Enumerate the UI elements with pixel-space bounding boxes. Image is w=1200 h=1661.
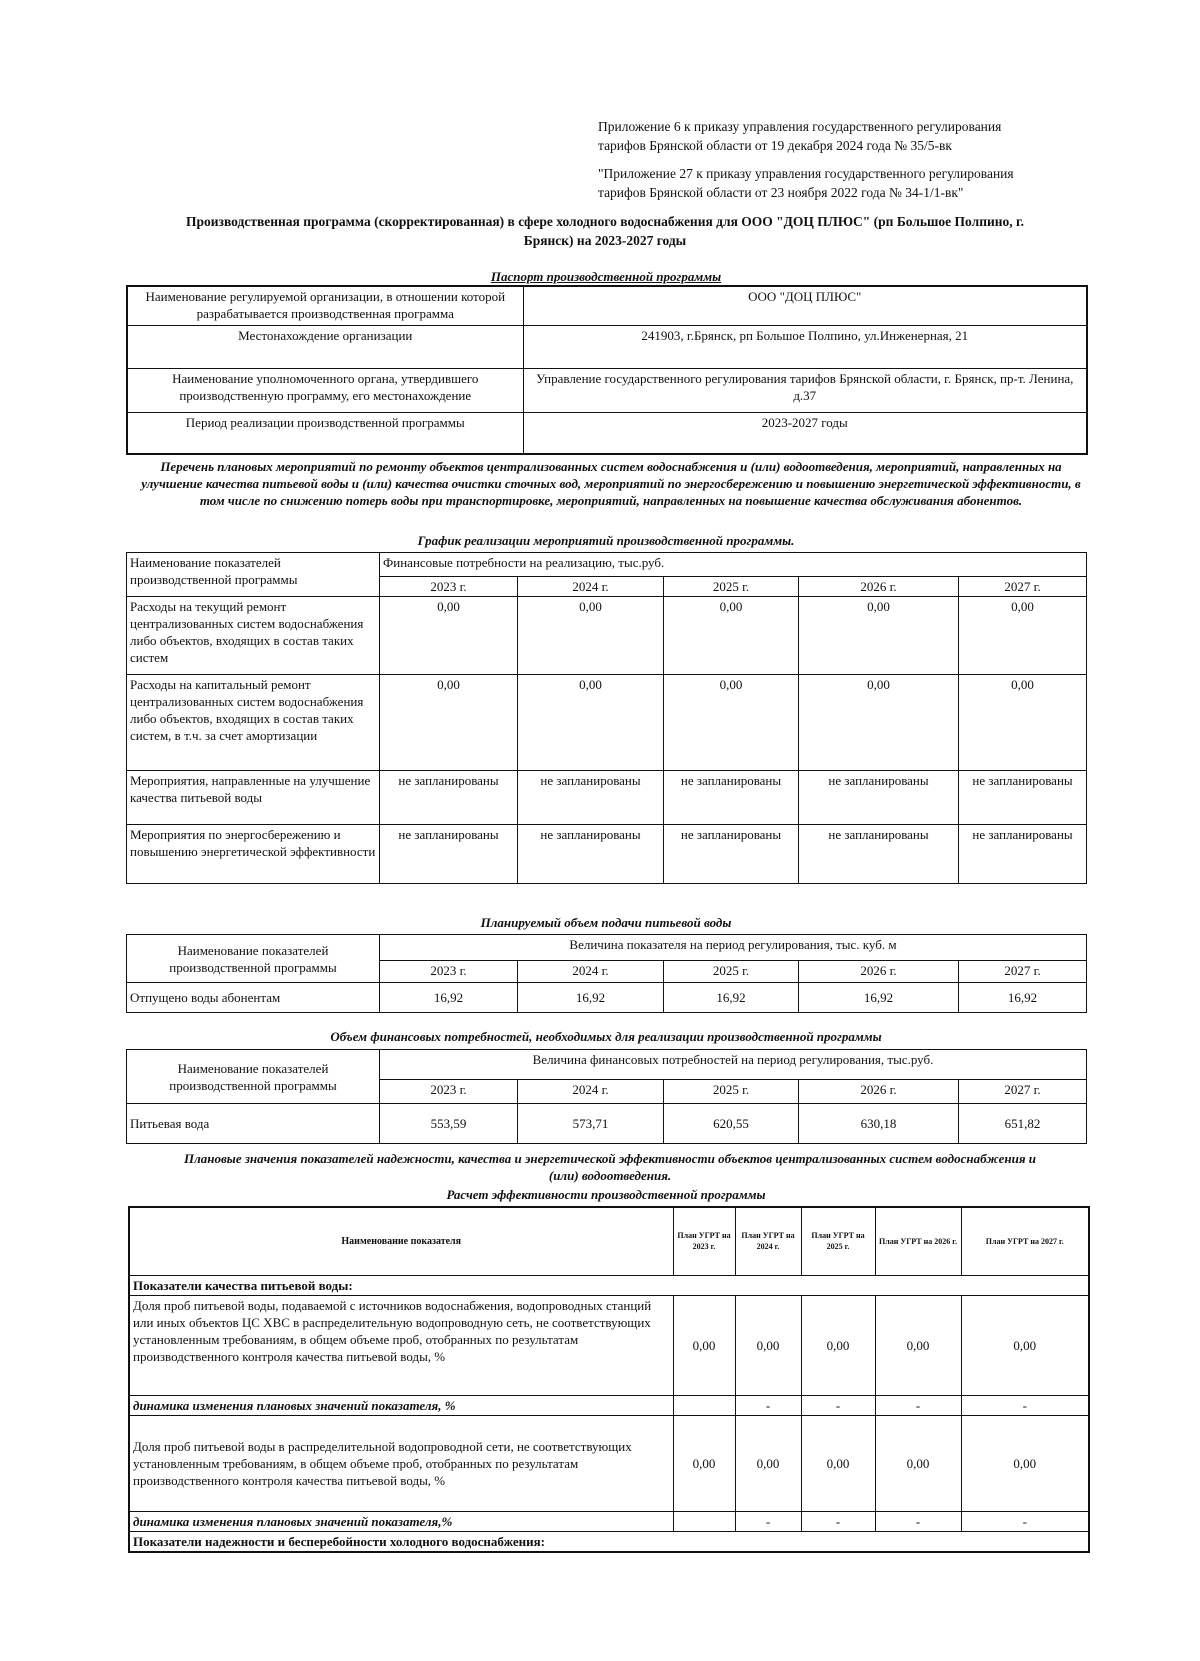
order-reference-2-line-b: тарифов Брянской области от 23 ноября 2022 года № 34-1/1-вк"	[598, 185, 964, 200]
cell-value: 0,00	[875, 1415, 961, 1511]
passport-value: Управление государственного регулирования тарифов Брянской области, г. Брянск, пр-т. Ленина, д.37	[523, 368, 1087, 412]
volume-col-header: Наименование показателей производственной программы	[127, 935, 380, 983]
passport-row	[127, 286, 1087, 325]
passport-label: Местонахождение организации	[127, 325, 523, 368]
cell-value: не запланированы	[518, 771, 664, 825]
cell-value: 0,00	[518, 597, 664, 675]
finance-col-header: Наименование показателей производственной программы	[127, 1050, 380, 1104]
cell-value: не запланированы	[799, 771, 959, 825]
year-header: 2027 г.	[959, 577, 1087, 597]
section-row	[129, 1531, 1089, 1552]
cell-value: -	[875, 1395, 961, 1415]
cell-value: 0,00	[380, 597, 518, 675]
year-header: 2025 г.	[664, 577, 799, 597]
table-row	[127, 825, 1087, 884]
cell-value: 0,00	[518, 675, 664, 771]
passport-caption: Паспорт производственной программы	[490, 269, 722, 284]
cell-value: 0,00	[801, 1415, 875, 1511]
passport-row	[127, 412, 1087, 454]
year-header: 2027 г.	[959, 1080, 1087, 1104]
measures-subcaption: График реализации мероприятий производственной программы.	[417, 533, 795, 548]
row-label: Мероприятия по энергосбережению и повышению энергетической эффективности	[127, 825, 380, 884]
measures-fin-header: Финансовые потребности на реализацию, тыс.руб.	[380, 553, 1087, 577]
year-header: 2027 г.	[959, 961, 1087, 983]
cell-value: 0,00	[961, 1295, 1089, 1395]
efficiency-table	[128, 1206, 1090, 1553]
passport-value: 2023-2027 годы	[523, 412, 1087, 454]
cell-value: 0,00	[875, 1295, 961, 1395]
passport-label: Период реализации производственной программы	[127, 412, 523, 454]
cell-value: 0,00	[961, 1415, 1089, 1511]
cell-value: -	[735, 1395, 801, 1415]
volume-table	[126, 934, 1087, 1013]
cell-value: 16,92	[380, 983, 518, 1013]
plan-header: План УГРТ на 2024 г.	[735, 1207, 801, 1275]
cell-value: не запланированы	[959, 771, 1087, 825]
indicator-label: Доля проб питьевой воды, подаваемой с источников водоснабжения, водопроводных станций или иных объектов ЦС ХВС в распределительную водопроводную сеть, не соответствующих установленным требованиям, в общем объеме проб, отобранных по результатам производственного контроля качества питьевой воды, %	[129, 1295, 673, 1395]
cell-value: 0,00	[735, 1415, 801, 1511]
year-header: 2026 г.	[799, 961, 959, 983]
order-reference-1-line-a: Приложение 6 к приказу управления государственного регулирования	[598, 119, 1002, 134]
passport-table	[126, 285, 1088, 455]
table-row	[129, 1395, 1089, 1415]
row-label: Отпущено воды абонентам	[127, 983, 380, 1013]
cell-value: 0,00	[380, 675, 518, 771]
row-label: Расходы на текущий ремонт централизованных систем водоснабжения либо объектов, входящих в состав таких систем	[127, 597, 380, 675]
measures-table	[126, 552, 1087, 884]
plan-header: План УГРТ на 2023 г.	[673, 1207, 735, 1275]
cell-value: 0,00	[959, 675, 1087, 771]
order-reference-1	[598, 117, 1058, 155]
volume-caption: Планируемый объем подачи питьевой воды	[480, 915, 732, 930]
dynamics-label: динамика изменения плановых значений показателя,%	[129, 1511, 673, 1531]
cell-value	[673, 1395, 735, 1415]
cell-value: 0,00	[799, 597, 959, 675]
passport-row	[127, 368, 1087, 412]
section-row	[129, 1275, 1089, 1295]
row-label: Расходы на капитальный ремонт централизованных систем водоснабжения либо объектов, входящих в состав таких систем, в т.ч. за счет амортизации	[127, 675, 380, 771]
cell-value: 0,00	[664, 675, 799, 771]
year-header: 2023 г.	[380, 577, 518, 597]
table-row	[129, 1415, 1089, 1511]
table-row	[127, 597, 1087, 675]
cell-value: -	[735, 1511, 801, 1531]
cell-value: 0,00	[673, 1295, 735, 1395]
program-title	[110, 212, 1100, 250]
efficiency-caption: Плановые значения показателей надежности, качества и энергетической эффективности объектов централизованных систем водоснабжения и (или) водоотведения.	[183, 1151, 1037, 1183]
table-row	[127, 1104, 1087, 1144]
year-header: 2023 г.	[380, 961, 518, 983]
year-header: 2024 г.	[518, 961, 664, 983]
cell-value: 0,00	[799, 675, 959, 771]
row-label: Питьевая вода	[127, 1104, 380, 1144]
table-row	[127, 983, 1087, 1013]
cell-value: не запланированы	[664, 825, 799, 884]
order-reference-2-line-a: "Приложение 27 к приказу управления государственного регулирования	[598, 166, 1014, 181]
cell-value: не запланированы	[380, 771, 518, 825]
cell-value: не запланированы	[959, 825, 1087, 884]
plan-header: План УГРТ на 2027 г.	[961, 1207, 1089, 1275]
table-row	[129, 1295, 1089, 1395]
cell-value: 16,92	[518, 983, 664, 1013]
cell-value: не запланированы	[518, 825, 664, 884]
efficiency-subcaption: Расчет эффективности производственной программы	[446, 1187, 766, 1202]
finance-table	[126, 1049, 1087, 1144]
volume-value-header: Величина показателя на период регулирования, тыс. куб. м	[380, 935, 1087, 961]
cell-value	[673, 1511, 735, 1531]
section-heading-quality: Показатели качества питьевой воды:	[129, 1275, 1089, 1295]
year-header: 2026 г.	[799, 577, 959, 597]
table-row	[129, 1511, 1089, 1531]
cell-value: -	[961, 1395, 1089, 1415]
passport-value: ООО "ДОЦ ПЛЮС"	[523, 286, 1087, 325]
cell-value: не запланированы	[664, 771, 799, 825]
measures-caption: Перечень плановых мероприятий по ремонту объектов централизованных систем водоснабжения и (или) водоотведения, мероприятий, направленных на улучшение качества питьевой воды и (или) качества очистки сточных вод, мероприятий по энергосбережению и повышению энергетической эффективности, в том числе по снижению потерь воды при транспортировке, мероприятий, направленных на повышение качества обслуживания абонентов.	[141, 459, 1081, 508]
table-row	[127, 675, 1087, 771]
efficiency-col-header: Наименование показателя	[129, 1207, 673, 1275]
passport-row	[127, 325, 1087, 368]
indicator-label: Доля проб питьевой воды в распределительной водопроводной сети, не соответствующих установленным требованиям, в общем объеме проб, отобранных по результатам производственного контроля качества питьевой воды, %	[129, 1415, 673, 1511]
year-header: 2023 г.	[380, 1080, 518, 1104]
cell-value: -	[875, 1511, 961, 1531]
cell-value: 16,92	[799, 983, 959, 1013]
year-header: 2024 г.	[518, 577, 664, 597]
cell-value: -	[801, 1395, 875, 1415]
cell-value: 0,00	[735, 1295, 801, 1395]
cell-value: 0,00	[801, 1295, 875, 1395]
measures-col-header: Наименование показателей производственной программы	[127, 553, 380, 597]
cell-value: 16,92	[959, 983, 1087, 1013]
year-header: 2026 г.	[799, 1080, 959, 1104]
year-header: 2025 г.	[664, 961, 799, 983]
year-header: 2025 г.	[664, 1080, 799, 1104]
finance-value-header: Величина финансовых потребностей на период регулирования, тыс.руб.	[380, 1050, 1087, 1080]
cell-value: 630,18	[799, 1104, 959, 1144]
passport-label: Наименование регулируемой организации, в отношении которой разрабатывается производственная программа	[127, 286, 523, 325]
cell-value: -	[961, 1511, 1089, 1531]
passport-value: 241903, г.Брянск, рп Большое Полпино, ул.Инженерная, 21	[523, 325, 1087, 368]
cell-value: 573,71	[518, 1104, 664, 1144]
order-reference-2	[598, 164, 1068, 202]
year-header: 2024 г.	[518, 1080, 664, 1104]
cell-value: 0,00	[673, 1415, 735, 1511]
order-reference-1-line-b: тарифов Брянской области от 19 декабря 2024 года № 35/5-вк	[598, 138, 952, 153]
section-heading-reliability: Показатели надежности и бесперебойности холодного водоснабжения:	[129, 1531, 1089, 1552]
cell-value: -	[801, 1511, 875, 1531]
finance-caption: Объем финансовых потребностей, необходимых для реализации производственной программы	[330, 1029, 882, 1044]
cell-value: 620,55	[664, 1104, 799, 1144]
cell-value: 651,82	[959, 1104, 1087, 1144]
plan-header: План УГРТ на 2025 г.	[801, 1207, 875, 1275]
program-title-line-1: Производственная программа (скорректированная) в сфере холодного водоснабжения для ООО "ДОЦ ПЛЮС" (рп Большое Полпино, г.	[185, 214, 1025, 229]
cell-value: не запланированы	[380, 825, 518, 884]
program-title-line-2: Брянск) на 2023-2027 годы	[523, 233, 687, 248]
row-label: Мероприятия, направленные на улучшение качества питьевой воды	[127, 771, 380, 825]
cell-value: 16,92	[664, 983, 799, 1013]
cell-value: не запланированы	[799, 825, 959, 884]
cell-value: 0,00	[664, 597, 799, 675]
dynamics-label: динамика изменения плановых значений показателя, %	[129, 1395, 673, 1415]
passport-label: Наименование уполномоченного органа, утвердившего производственную программу, его местонахождение	[127, 368, 523, 412]
cell-value: 0,00	[959, 597, 1087, 675]
plan-header: План УГРТ на 2026 г.	[875, 1207, 961, 1275]
table-row	[127, 771, 1087, 825]
cell-value: 553,59	[380, 1104, 518, 1144]
